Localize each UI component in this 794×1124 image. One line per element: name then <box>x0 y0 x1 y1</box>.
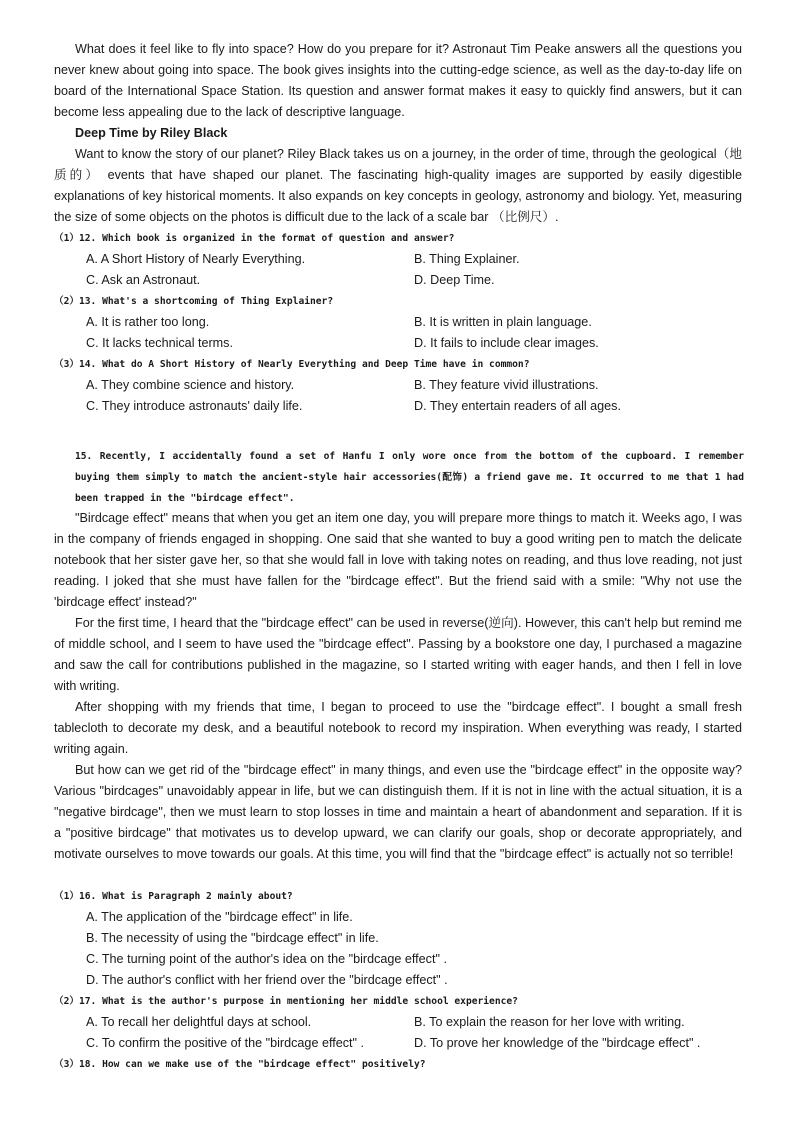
question-14-option-a: A. They combine science and history. <box>86 378 295 392</box>
question-12-prompt: （1）12. Which book is organized in the format of question and answer? <box>54 233 455 244</box>
passage-paragraph-3: For the first time, I heard that the "birdcage effect" can be used in reverse(逆向). However, this can't help but remind me of middle school, and I seem to have used the "birdcage effect". Passing by a bookstore one day, I purchased a magazine and saw the call for contributions published in the magazine, so I started writing with eager hands, and then I fell in love with writing. <box>54 616 742 693</box>
question-16-prompt: （1）16. What is Paragraph 2 mainly about? <box>54 891 293 902</box>
question-17-option-c: C. To confirm the positive of the "birdcage effect" . <box>86 1036 364 1050</box>
question-13-option-d: D. It fails to include clear images. <box>414 336 599 350</box>
passage-paragraph-4: After shopping with my friends that time, I began to proceed to use the "birdcage effect". I bought a small fresh tablecloth to decorate my desk, and a beautiful notebook to record my inspiration. When everything was ready, I started writing again. <box>54 700 742 756</box>
question-12-option-a: A. A Short History of Nearly Everything. <box>86 252 306 266</box>
question-16-option-b: B. The necessity of using the "birdcage effect" in life. <box>86 931 379 945</box>
question-16-option-a: A. The application of the "birdcage effect" in life. <box>86 910 353 924</box>
passage-paragraph-5: But how can we get rid of the "birdcage effect" in many things, and even use the "birdcage effect" in the opposite way? Various "birdcages" unavoidably appear in life, but we can distinguish them. If it is not in line with the actual situation, it is a "negative birdcage", then we must learn to stop losses in time and maintain a heart of abandonment and separation. If it is a "positive birdcage" that motivates us to develop upward, we can clarify our goals, shop or decorate appropriately, and motivate ourselves to move towards our goals. At this time, you will find that the "birdcage effect" is actually not so terrible! <box>54 763 742 861</box>
question-12-option-d: D. Deep Time. <box>414 273 495 287</box>
question-14-option-b: B. They feature vivid illustrations. <box>414 378 599 392</box>
question-12-option-b: B. Thing Explainer. <box>414 252 520 266</box>
question-18-prompt: （3）18. How can we make use of the "birdcage effect" positively? <box>54 1059 426 1070</box>
passage-15-intro: 15. Recently, I accidentally found a set of Hanfu I only wore once from the bottom of the cupboard. I remember buying them simply to match the ancient-style hair accessories(配饰) a friend gave me. It occurred to me that 1 had been trapped in the "birdcage effect". <box>75 451 744 504</box>
question-12-option-c: C. Ask an Astronaut. <box>86 273 201 287</box>
question-17-option-b: B. To explain the reason for her love with writing. <box>414 1015 685 1029</box>
book-heading-deep-time: Deep Time by Riley Black <box>75 126 228 140</box>
question-14-option-d: D. They entertain readers of all ages. <box>414 399 621 413</box>
question-16-option-c: C. The turning point of the author's idea on the "birdcage effect" . <box>86 952 447 966</box>
question-17-prompt: （2）17. What is the author's purpose in mentioning her middle school experience? <box>54 996 518 1007</box>
deep-time-paragraph: Want to know the story of our planet? Riley Black takes us on a journey, in the order of time, through the geological（地质的） events that have shaped our planet. The fascinating high-quality images are supported by easily digestible explanations of key historical moments. It also expands on key concepts in geology, astronomy and biology. Yet, measuring the size of some objects on the photos is difficult due to the lack of a scale bar （比例尺）. <box>54 147 742 224</box>
intro-paragraph: What does it feel like to fly into space? How do you prepare for it? Astronaut Tim Peake answers all the questions you never knew about going into space. The book gives insights into the cutting-edge science, as well as the day-to-day life on board of the International Space Station. Its question and answer format makes it easy to quickly find answers, but it can become less appealing due to the lack of descriptive language. <box>54 42 742 119</box>
question-14-option-c: C. They introduce astronauts' daily life. <box>86 399 303 413</box>
passage-paragraph-2: "Birdcage effect" means that when you get an item one day, you will prepare more things to match it. Weeks ago, I was in the company of friends engaged in shopping. One said that she wanted to buy a good writing pen to match the delicate notebook that her sister gave her, so that she would fall in love with taking notes on reading, and thus love reading, not just reading. I joked that she must have fallen for the "birdcage effect". But the friend said with a smile: "Why not use the 'birdcage effect' instead?" <box>54 511 742 609</box>
question-13-prompt: （2）13. What's a shortcoming of Thing Explainer? <box>54 296 334 307</box>
question-16-option-d: D. The author's conflict with her friend over the "birdcage effect" . <box>86 973 448 987</box>
question-13-option-b: B. It is written in plain language. <box>414 315 592 329</box>
question-13-option-c: C. It lacks technical terms. <box>86 336 233 350</box>
question-14-prompt: （3）14. What do A Short History of Nearly Everything and Deep Time have in common? <box>54 359 530 370</box>
question-17-option-a: A. To recall her delightful days at school. <box>86 1015 312 1029</box>
question-13-option-a: A. It is rather too long. <box>86 315 210 329</box>
question-17-option-d: D. To prove her knowledge of the "birdcage effect" . <box>414 1036 701 1050</box>
